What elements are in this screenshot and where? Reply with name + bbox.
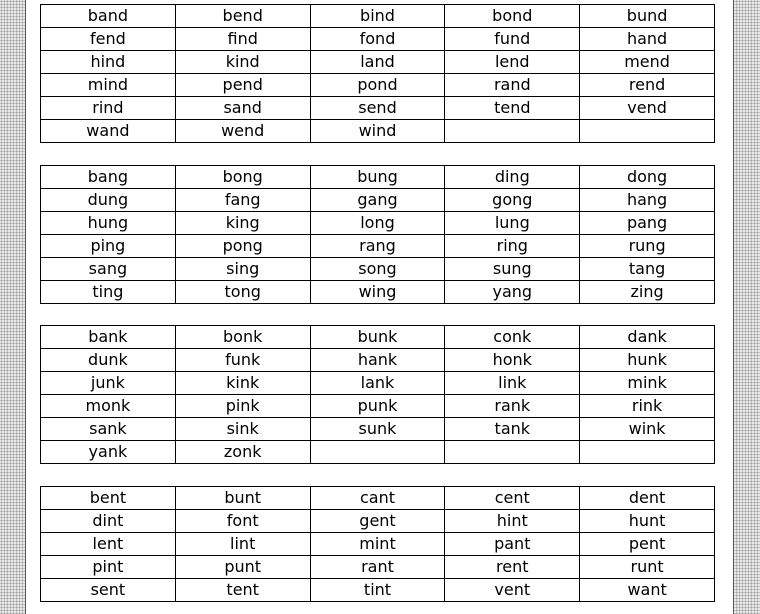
word-cell: hind bbox=[41, 51, 176, 74]
word-cell: sink bbox=[175, 418, 310, 441]
table-row bbox=[41, 441, 715, 464]
word-cell: honk bbox=[445, 349, 580, 372]
table-row bbox=[41, 51, 715, 74]
table-row bbox=[41, 579, 715, 602]
word-cell: gang bbox=[310, 189, 445, 212]
word-cell: bunk bbox=[310, 326, 445, 349]
table-row bbox=[41, 212, 715, 235]
word-cell bbox=[580, 441, 715, 464]
word-cell bbox=[310, 441, 445, 464]
table-row bbox=[41, 281, 715, 304]
word-cell: lung bbox=[445, 212, 580, 235]
word-cell: hand bbox=[580, 28, 715, 51]
table-row bbox=[41, 372, 715, 395]
word-cell: rind bbox=[41, 97, 176, 120]
word-cell: ting bbox=[41, 281, 176, 304]
word-cell: dunk bbox=[41, 349, 176, 372]
word-cell: hint bbox=[445, 510, 580, 533]
word-cell: wink bbox=[580, 418, 715, 441]
word-cell: rend bbox=[580, 74, 715, 97]
word-cell: gent bbox=[310, 510, 445, 533]
table-row bbox=[41, 349, 715, 372]
word-cell: mend bbox=[580, 51, 715, 74]
word-cell: fond bbox=[310, 28, 445, 51]
word-table-ng bbox=[40, 165, 715, 304]
word-table-nt bbox=[40, 486, 715, 602]
word-cell: rang bbox=[310, 235, 445, 258]
table-row bbox=[41, 556, 715, 579]
word-cell: tank bbox=[445, 418, 580, 441]
word-cell: fund bbox=[445, 28, 580, 51]
table-row bbox=[41, 120, 715, 143]
word-cell: send bbox=[310, 97, 445, 120]
word-cell: yang bbox=[445, 281, 580, 304]
word-cell bbox=[580, 120, 715, 143]
word-cell: sang bbox=[41, 258, 176, 281]
word-cell: bent bbox=[41, 487, 176, 510]
table-row bbox=[41, 166, 715, 189]
word-cell: sent bbox=[41, 579, 176, 602]
word-cell bbox=[445, 120, 580, 143]
word-cell: link bbox=[445, 372, 580, 395]
word-cell: want bbox=[580, 579, 715, 602]
word-cell: dong bbox=[580, 166, 715, 189]
word-cell: pong bbox=[175, 235, 310, 258]
word-cell: sand bbox=[175, 97, 310, 120]
word-cell: lank bbox=[310, 372, 445, 395]
word-cell: lend bbox=[445, 51, 580, 74]
word-cell: bind bbox=[310, 5, 445, 28]
word-cell: zing bbox=[580, 281, 715, 304]
word-cell: pent bbox=[580, 533, 715, 556]
word-cell: fend bbox=[41, 28, 176, 51]
word-cell: hunt bbox=[580, 510, 715, 533]
word-cell: cent bbox=[445, 487, 580, 510]
table-row bbox=[41, 97, 715, 120]
word-cell: pink bbox=[175, 395, 310, 418]
word-cell: tong bbox=[175, 281, 310, 304]
word-cell: find bbox=[175, 28, 310, 51]
word-cell: lent bbox=[41, 533, 176, 556]
table-row bbox=[41, 235, 715, 258]
word-cell: bund bbox=[580, 5, 715, 28]
word-cell: junk bbox=[41, 372, 176, 395]
word-cell: wand bbox=[41, 120, 176, 143]
word-cell: land bbox=[310, 51, 445, 74]
word-cell: hank bbox=[310, 349, 445, 372]
word-cell: sung bbox=[445, 258, 580, 281]
table-row bbox=[41, 510, 715, 533]
word-cell: wind bbox=[310, 120, 445, 143]
word-cell: rung bbox=[580, 235, 715, 258]
word-cell: kind bbox=[175, 51, 310, 74]
word-cell: ring bbox=[445, 235, 580, 258]
word-cell: rink bbox=[580, 395, 715, 418]
word-cell: pond bbox=[310, 74, 445, 97]
word-cell: bung bbox=[310, 166, 445, 189]
word-cell: fang bbox=[175, 189, 310, 212]
word-cell: vent bbox=[445, 579, 580, 602]
table-row bbox=[41, 258, 715, 281]
word-cell: pend bbox=[175, 74, 310, 97]
table-row bbox=[41, 395, 715, 418]
word-cell: pant bbox=[445, 533, 580, 556]
word-cell: kink bbox=[175, 372, 310, 395]
word-cell: wing bbox=[310, 281, 445, 304]
word-cell: hang bbox=[580, 189, 715, 212]
word-cell: zonk bbox=[175, 441, 310, 464]
table-row bbox=[41, 5, 715, 28]
table-row bbox=[41, 533, 715, 556]
word-cell: tend bbox=[445, 97, 580, 120]
word-cell: dung bbox=[41, 189, 176, 212]
word-cell: runt bbox=[580, 556, 715, 579]
word-cell: pang bbox=[580, 212, 715, 235]
word-cell: long bbox=[310, 212, 445, 235]
table-row bbox=[41, 418, 715, 441]
word-cell: mink bbox=[580, 372, 715, 395]
word-cell: dint bbox=[41, 510, 176, 533]
word-cell: sing bbox=[175, 258, 310, 281]
table-row bbox=[41, 74, 715, 97]
word-cell: cant bbox=[310, 487, 445, 510]
word-cell: tint bbox=[310, 579, 445, 602]
word-cell: bonk bbox=[175, 326, 310, 349]
word-cell: wend bbox=[175, 120, 310, 143]
word-cell: ding bbox=[445, 166, 580, 189]
word-cell: mint bbox=[310, 533, 445, 556]
word-cell: tang bbox=[580, 258, 715, 281]
word-table-nk bbox=[40, 325, 715, 464]
word-cell: hunk bbox=[580, 349, 715, 372]
word-cell: lint bbox=[175, 533, 310, 556]
word-table-nd bbox=[40, 4, 715, 143]
word-cell: font bbox=[175, 510, 310, 533]
table-row bbox=[41, 28, 715, 51]
word-cell: rent bbox=[445, 556, 580, 579]
word-cell bbox=[445, 441, 580, 464]
word-cell: funk bbox=[175, 349, 310, 372]
word-cell: bank bbox=[41, 326, 176, 349]
word-cell: sunk bbox=[310, 418, 445, 441]
word-cell: rand bbox=[445, 74, 580, 97]
word-cell: punt bbox=[175, 556, 310, 579]
word-cell: dent bbox=[580, 487, 715, 510]
word-cell: sank bbox=[41, 418, 176, 441]
word-cell: bunt bbox=[175, 487, 310, 510]
word-cell: yank bbox=[41, 441, 176, 464]
word-cell: conk bbox=[445, 326, 580, 349]
word-cell: bang bbox=[41, 166, 176, 189]
word-cell: hung bbox=[41, 212, 176, 235]
word-cell: ping bbox=[41, 235, 176, 258]
word-cell: bong bbox=[175, 166, 310, 189]
word-cell: punk bbox=[310, 395, 445, 418]
word-cell: rank bbox=[445, 395, 580, 418]
word-cell: mind bbox=[41, 74, 176, 97]
word-cell: rant bbox=[310, 556, 445, 579]
word-cell: song bbox=[310, 258, 445, 281]
word-cell: tent bbox=[175, 579, 310, 602]
word-cell: dank bbox=[580, 326, 715, 349]
word-cell: gong bbox=[445, 189, 580, 212]
word-cell: bond bbox=[445, 5, 580, 28]
table-row bbox=[41, 189, 715, 212]
table-row bbox=[41, 326, 715, 349]
word-cell: vend bbox=[580, 97, 715, 120]
table-row bbox=[41, 487, 715, 510]
word-cell: pint bbox=[41, 556, 176, 579]
word-cell: monk bbox=[41, 395, 176, 418]
word-cell: king bbox=[175, 212, 310, 235]
word-cell: band bbox=[41, 5, 176, 28]
word-cell: bend bbox=[175, 5, 310, 28]
